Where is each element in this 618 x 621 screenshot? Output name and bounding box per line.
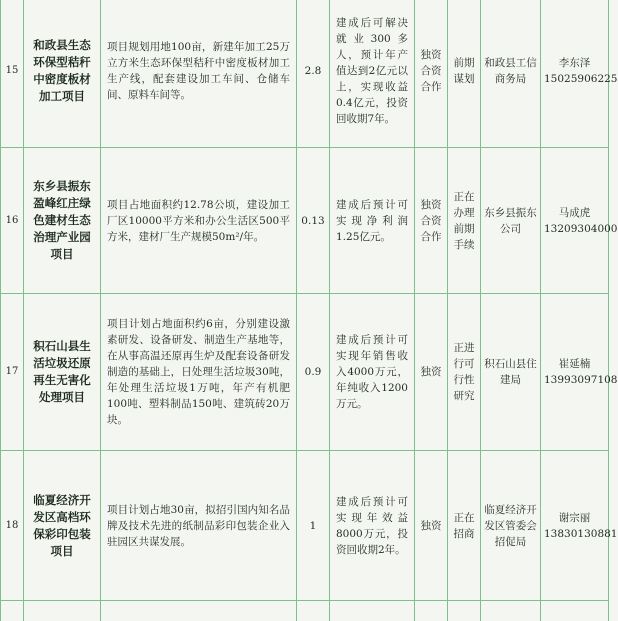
project-progress: 前期谋划 xyxy=(448,0,481,148)
row-number: 17 xyxy=(1,294,24,451)
contact-name: 马成虎 xyxy=(558,206,591,219)
project-content: 项目计划占地面积约6亩，分别建设激素研发、设备研发、制造生产基地等，在从事高温还原再生炉及配套设备研发制造的基础上，日处理生活垃圾30吨，年处理生活垃圾1万吨，年产有机肥100吨、塑料制品150吨、建筑砖20万块。 xyxy=(101,294,297,451)
table-row xyxy=(1,0,609,148)
contact-name: 李东泽 xyxy=(558,57,591,69)
row-number: 16 xyxy=(1,148,24,294)
responsible-unit: 东乡县振东公司 xyxy=(481,148,541,294)
expected-benefit: 建成后预计可实现年效益8000万元，投资回收期2年。 xyxy=(330,451,415,601)
empty-cell xyxy=(297,601,330,621)
cooperation-mode: 独资 xyxy=(415,451,448,601)
empty-cell xyxy=(330,601,415,621)
empty-cell xyxy=(448,601,481,621)
investment-amount: 0.9 xyxy=(297,294,330,451)
project-progress: 正在招商 xyxy=(448,451,481,601)
responsible-unit: 积石山县住建局 xyxy=(481,294,541,451)
contact-cell xyxy=(541,0,618,148)
contact-name: 谢宗丽 xyxy=(558,511,591,524)
expected-benefit: 建成后预计可实现净利润1.25亿元。 xyxy=(330,148,415,294)
empty-cell xyxy=(415,601,448,621)
table-row xyxy=(1,451,609,601)
row-number: 18 xyxy=(1,451,24,601)
cooperation-mode: 独资 xyxy=(415,294,448,451)
project-content: 项目规划用地100亩，新建年加工25万立方米生态环保型秸秆中密度板材加工生产线，配套建设加工车间、仓储车间、原料车间等。 xyxy=(101,0,297,148)
contact-name: 崔延楠 xyxy=(558,358,591,370)
empty-cell xyxy=(101,601,297,621)
contact-phone: 15025906225 xyxy=(544,73,618,85)
contact-cell xyxy=(541,148,618,294)
empty-cell xyxy=(541,601,609,621)
cooperation-mode: 独资合资合作 xyxy=(415,148,448,294)
project-name: 临夏经济开发区高档环保彩印包装项目 xyxy=(24,451,101,601)
contact-phone: 13993097108 xyxy=(544,374,618,386)
empty-cell xyxy=(24,601,101,621)
investment-amount: 1 xyxy=(297,451,330,601)
empty-cell xyxy=(1,601,24,621)
responsible-unit: 临夏经济开发区管委会招促局 xyxy=(481,451,541,601)
empty-cell xyxy=(481,601,541,621)
row-number: 15 xyxy=(1,0,24,148)
project-name: 积石山县生活垃圾还原再生无害化处理项目 xyxy=(24,294,101,451)
expected-benefit: 建成后预计可实现年销售收入4000万元，年纯收入1200万元。 xyxy=(330,294,415,451)
table-row xyxy=(1,294,609,451)
table-row-partial xyxy=(1,601,609,621)
project-name: 和政县生态环保型秸秆中密度板材加工项目 xyxy=(24,0,101,148)
contact-phone: 13209304000 xyxy=(544,222,618,235)
project-content: 项目占地面积约12.78公顷，建设加工厂区10000平方米和办公生活区500平方米，建材厂生产规模50m²/年。 xyxy=(101,148,297,294)
contact-phone: 13830130881 xyxy=(544,527,618,540)
investment-amount: 2.8 xyxy=(297,0,330,148)
table-row xyxy=(1,148,609,294)
responsible-unit: 和政县工信商务局 xyxy=(481,0,541,148)
cooperation-mode: 独资合资合作 xyxy=(415,0,448,148)
contact-cell xyxy=(541,451,618,601)
investment-amount: 0.13 xyxy=(297,148,330,294)
expected-benefit: 建成后可解决就业300多人，预计年产值达到2亿元以上，实现收益0.4亿元，投资回收期7年。 xyxy=(330,0,415,148)
project-content: 项目计划占地30亩，拟招引国内知名品牌及技术先进的纸制品彩印包装企业入驻园区共谋发展。 xyxy=(101,451,297,601)
project-name: 东乡县振东盈峰红庄绿色建材生态治理产业园项目 xyxy=(24,148,101,294)
project-progress: 正在办理前期手续 xyxy=(448,148,481,294)
project-progress: 正进行可行性研究 xyxy=(448,294,481,451)
contact-cell xyxy=(541,294,618,451)
